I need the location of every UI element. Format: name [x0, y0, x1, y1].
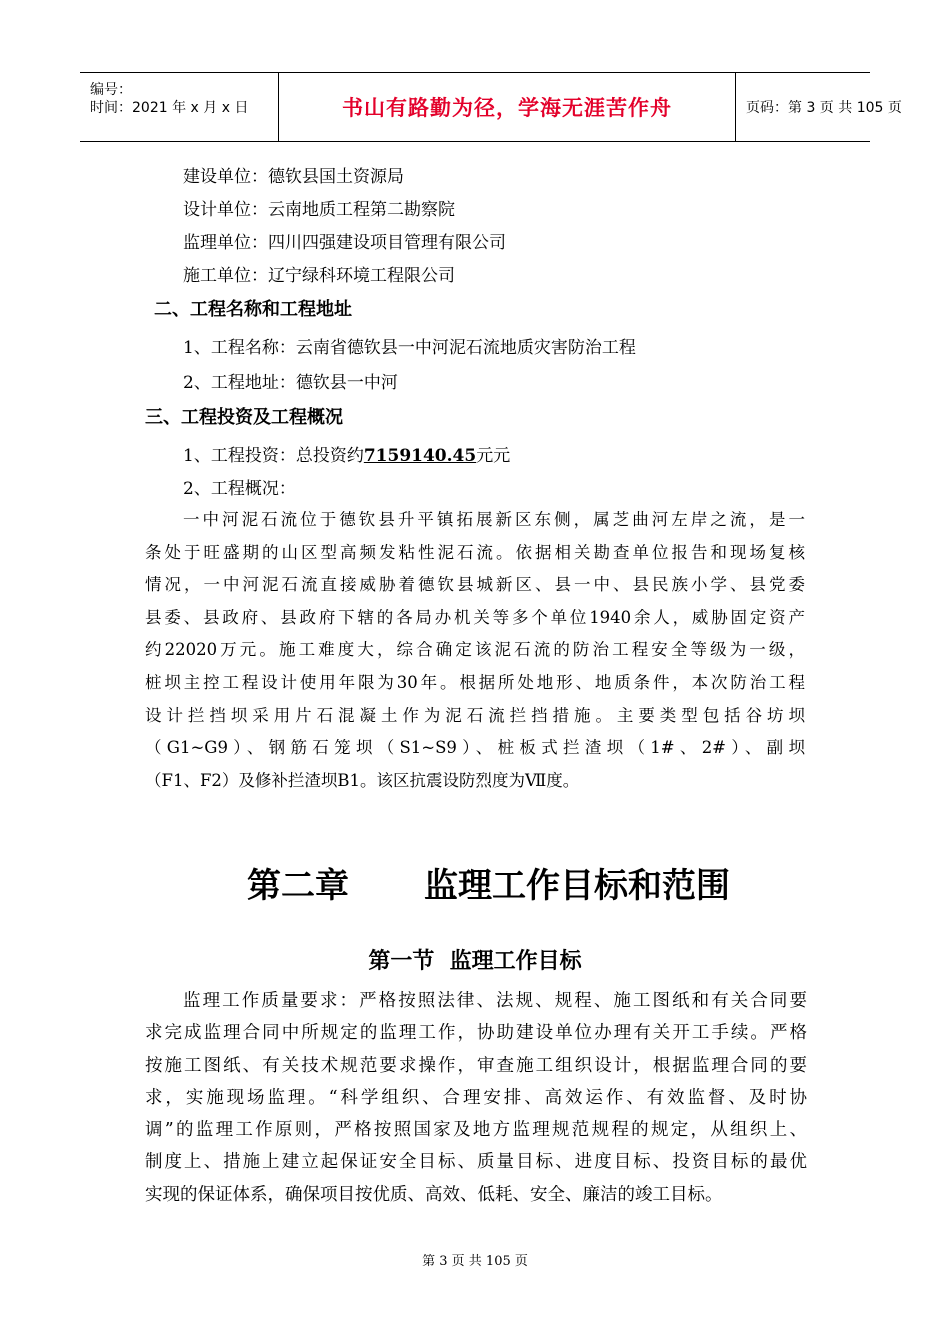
overview-paragraph — [145, 504, 805, 797]
investment-prefix: 1、工程投资：总投资约 — [183, 446, 364, 466]
investment-line — [183, 441, 510, 466]
overview-line: 桩坝主控工程设计使用年限为30年。根据所处地形、地质条件，本次防治工程 — [145, 672, 805, 692]
unit-supervision: 监理单位：四川四强建设项目管理有限公司 — [183, 233, 506, 253]
overview-line: 情况，一中河泥石流直接威胁着德钦县城新区、县一中、县民族小学、县党委 — [145, 575, 805, 595]
goal-line: 按施工图纸、有关技术规范要求操作，审查施工组织设计，根据监理合同的要 — [145, 1055, 807, 1076]
unit-design: 设计单位：云南地质工程第二勘察院 — [183, 200, 455, 220]
goal-paragraph — [145, 985, 807, 1211]
section-heading-project-name: 二、工程名称和工程地址 — [154, 299, 352, 320]
goal-line: 求，实施现场监理。“科学组织、合理安排、高效运作、有效监督、及时协 — [145, 1087, 807, 1108]
project-name: 1、工程名称：云南省德钦县一中河泥石流地质灾害防治工程 — [183, 338, 636, 358]
goal-line: 制度上、措施上建立起保证安全目标、质量目标、进度目标、投资目标的最优 — [145, 1152, 807, 1173]
document-time-label: 时间：2021 年 x 月 x 日 — [90, 100, 249, 116]
overview-line: （F1、F2）及修补拦渣坝B1。该区抗震设防烈度为Ⅶ度。 — [145, 770, 580, 790]
page-footer: 第 3 页 共 105 页 — [422, 1254, 528, 1269]
overview-label: 2、工程概况： — [183, 479, 296, 499]
unit-construction: 建设单位：德钦县国土资源局 — [183, 167, 404, 187]
investment-suffix: 元元 — [476, 446, 511, 466]
goal-line: 求完成监理合同中所规定的监理工作，协助建设单位办理有关开工手续。严格 — [145, 1023, 807, 1044]
header-page-info: 页码：第 3 页 共 105 页 — [746, 100, 902, 116]
header-motto: 书山有路勤为径，学海无涯苦作舟 — [279, 73, 736, 141]
section-heading-investment: 三、工程投资及工程概况 — [145, 407, 343, 428]
page-header — [80, 72, 902, 142]
overview-line: 一中河泥石流位于德钦县升平镇拓展新区东侧，属芝曲河左岸之流，是一 — [183, 510, 805, 529]
chapter-title: 监理工作目标和范围 — [424, 866, 730, 906]
goal-line: 监理工作质量要求：严格按照法律、法规、规程、施工图纸和有关合同要 — [183, 991, 807, 1011]
section-title: 第一节 监理工作目标 — [368, 949, 582, 974]
goal-line: 调”的监理工作原则，严格按照国家及地方监理规范规程的规定，从组织上、 — [145, 1120, 807, 1141]
overview-line: 约22020万元。施工难度大，综合确定该泥石流的防治工程安全等级为一级， — [145, 640, 805, 660]
overview-line: 条处于旺盛期的山区型高频发粘性泥石流。依据相关勘查单位报告和现场复核 — [145, 542, 805, 562]
project-address: 2、工程地址：德钦县一中河 — [183, 373, 398, 393]
document-number-label: 编号： — [90, 82, 132, 98]
chapter-number: 第二章 — [247, 866, 349, 906]
overview-line: 设计拦挡坝采用片石混凝土作为泥石流拦挡措施。主要类型包括谷坊坝 — [145, 705, 805, 725]
unit-contractor: 施工单位：辽宁绿科环境工程限公司 — [183, 266, 455, 286]
investment-value: 7159140.45 — [363, 446, 477, 466]
overview-line: （G1~G9）、钢筋石笼坝（S1~S9）、桩板式拦渣坝（1#、2#）、副坝 — [145, 738, 805, 758]
overview-line: 县委、县政府、县政府下辖的各局办机关等多个单位1940余人，威胁固定资产 — [145, 607, 805, 627]
goal-line: 实现的保证体系，确保项目按优质、高效、低耗、安全、廉洁的竣工目标。 — [145, 1184, 723, 1205]
header-info-cell — [80, 73, 279, 141]
